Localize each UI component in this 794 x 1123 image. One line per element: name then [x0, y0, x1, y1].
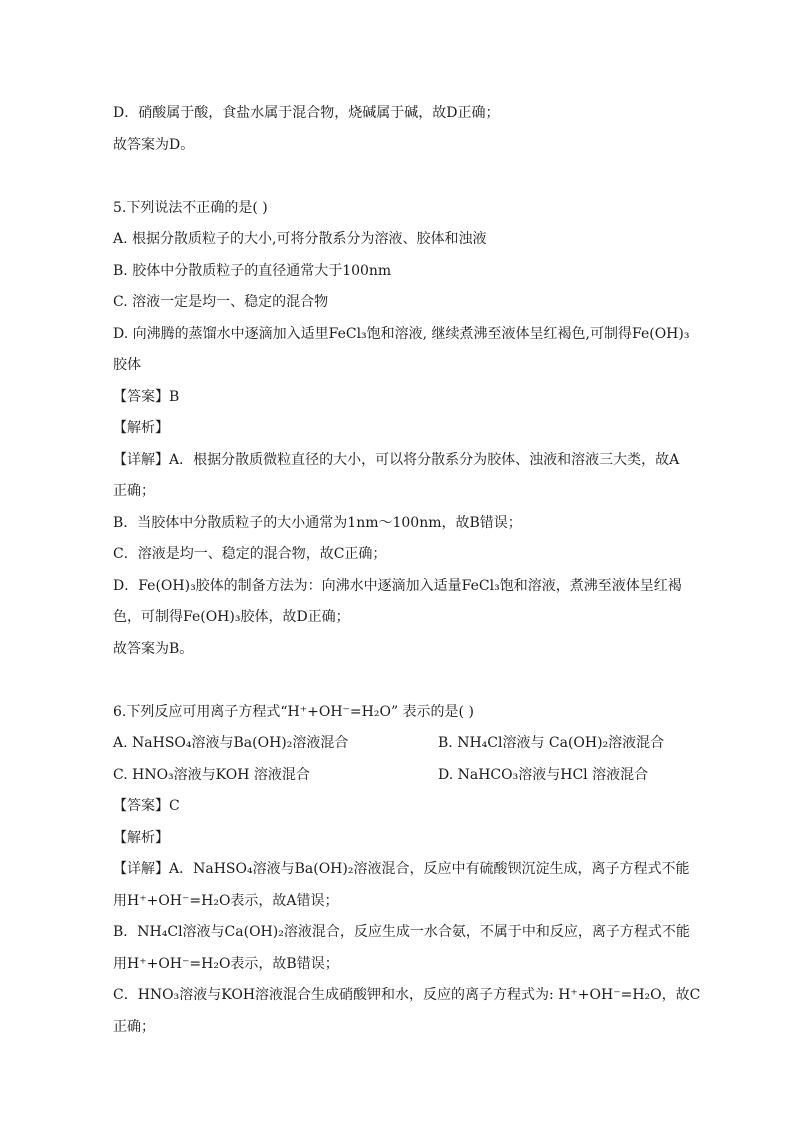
q6-option-d: D. NaHCO₃溶液与HCl 溶液混合: [438, 766, 649, 783]
q5-option-d-line2: 胶体: [113, 357, 141, 373]
q6-option-b: B. NH₄Cl溶液与 Ca(OH)₂溶液混合: [438, 735, 665, 751]
q6-options-row2: [113, 760, 683, 792]
q6-detail-a-line2: 用H⁺+OH⁻=H₂O表示，故A错误；: [113, 892, 339, 909]
q5-conclusion: 故答案为B。: [113, 640, 194, 657]
document-page: [113, 98, 701, 1043]
detail-tag: 【详解】: [113, 451, 169, 468]
q4-option-d-explanation: D．硝酸属于酸，食盐水属于混合物，烧碱属于碱，故D正确；: [113, 105, 500, 121]
q5-option-b: B. 胶体中分散质粒子的直径通常大于100nm: [113, 262, 392, 279]
q5-answer-line: [113, 382, 683, 414]
q6-option-c: C. HNO₃溶液与KOH 溶液混合: [113, 766, 310, 783]
q5-answer-value: B: [169, 388, 180, 405]
q5-option-a: A. 根据分散质粒子的大小,可将分散系分为溶液、胶体和浊液: [113, 231, 487, 247]
detail-tag: 【详解】: [113, 861, 169, 877]
q6-answer-value: C: [169, 798, 180, 814]
q5-option-c: C. 溶液一定是均一、稳定的混合物: [113, 294, 329, 310]
q6-stem: 6.下列反应可用离子方程式“H⁺+OH⁻=H₂O” 表示的是( ): [113, 703, 474, 720]
answer-tag: 【答案】: [113, 798, 169, 814]
q5-analysis-tag: 【解析】: [113, 420, 169, 436]
q6-detail-c-line2: 正确；: [113, 1018, 155, 1035]
q6-detail-b-line1: B．NH₄Cl溶液与Ca(OH)₂溶液混合，反应生成一水合氨，不属于中和反应，离子方程式不能: [113, 924, 690, 940]
q6-detail-a-text: A．NaHSO₄溶液与Ba(OH)₂溶液混合，反应中有硫酸钡沉淀生成，离子方程式不能: [169, 861, 690, 877]
q5-detail-a-line1: [113, 445, 683, 477]
q6-detail-a-line1: [113, 854, 690, 886]
q5-detail-d-line1: D．Fe(OH)₃胶体的制备方法为：向沸水中逐滴加入适量FeCl₃饱和溶液，煮沸至液体呈红褐: [113, 577, 682, 594]
q5-detail-d-line2: 色，可制得Fe(OH)₃胶体，故D正确；: [113, 609, 350, 625]
q4-conclusion: 故答案为D。: [113, 136, 195, 153]
q6-detail-b-line2: 用H⁺+OH⁻=H₂O表示，故B错误；: [113, 955, 339, 972]
q6-analysis-tag: 【解析】: [113, 829, 169, 846]
q5-detail-c: C．溶液是均一、稳定的混合物，故C正确；: [113, 546, 387, 562]
answer-tag: 【答案】: [113, 388, 169, 405]
q6-detail-c-line1: C．HNO₃溶液与KOH溶液混合生成硝酸钾和水，反应的离子方程式为: H⁺+OH⁻=H₂O，故C: [113, 987, 701, 1003]
q5-option-d-line1: D. 向沸腾的蒸馏水中逐滴加入适里FeCl₃饱和溶液, 继续煮沸至液体呈红褐色,可制得Fe(OH)₃: [113, 325, 690, 342]
q6-options-row1: [113, 728, 683, 760]
q5-detail-a-line2: 正确；: [113, 483, 155, 499]
q6-answer-line: [113, 791, 683, 823]
q5-stem: 5.下列说法不正确的是( ): [113, 199, 268, 216]
q6-option-a: A. NaHSO₄溶液与Ba(OH)₂溶液混合: [113, 735, 349, 751]
q5-detail-b: B．当胶体中分散质粒子的大小通常为1nm～100nm，故B错误；: [113, 514, 522, 531]
q5-detail-a-text: A．根据分散质微粒直径的大小，可以将分散系分为胶体、浊液和溶液三大类，故A: [169, 451, 680, 468]
